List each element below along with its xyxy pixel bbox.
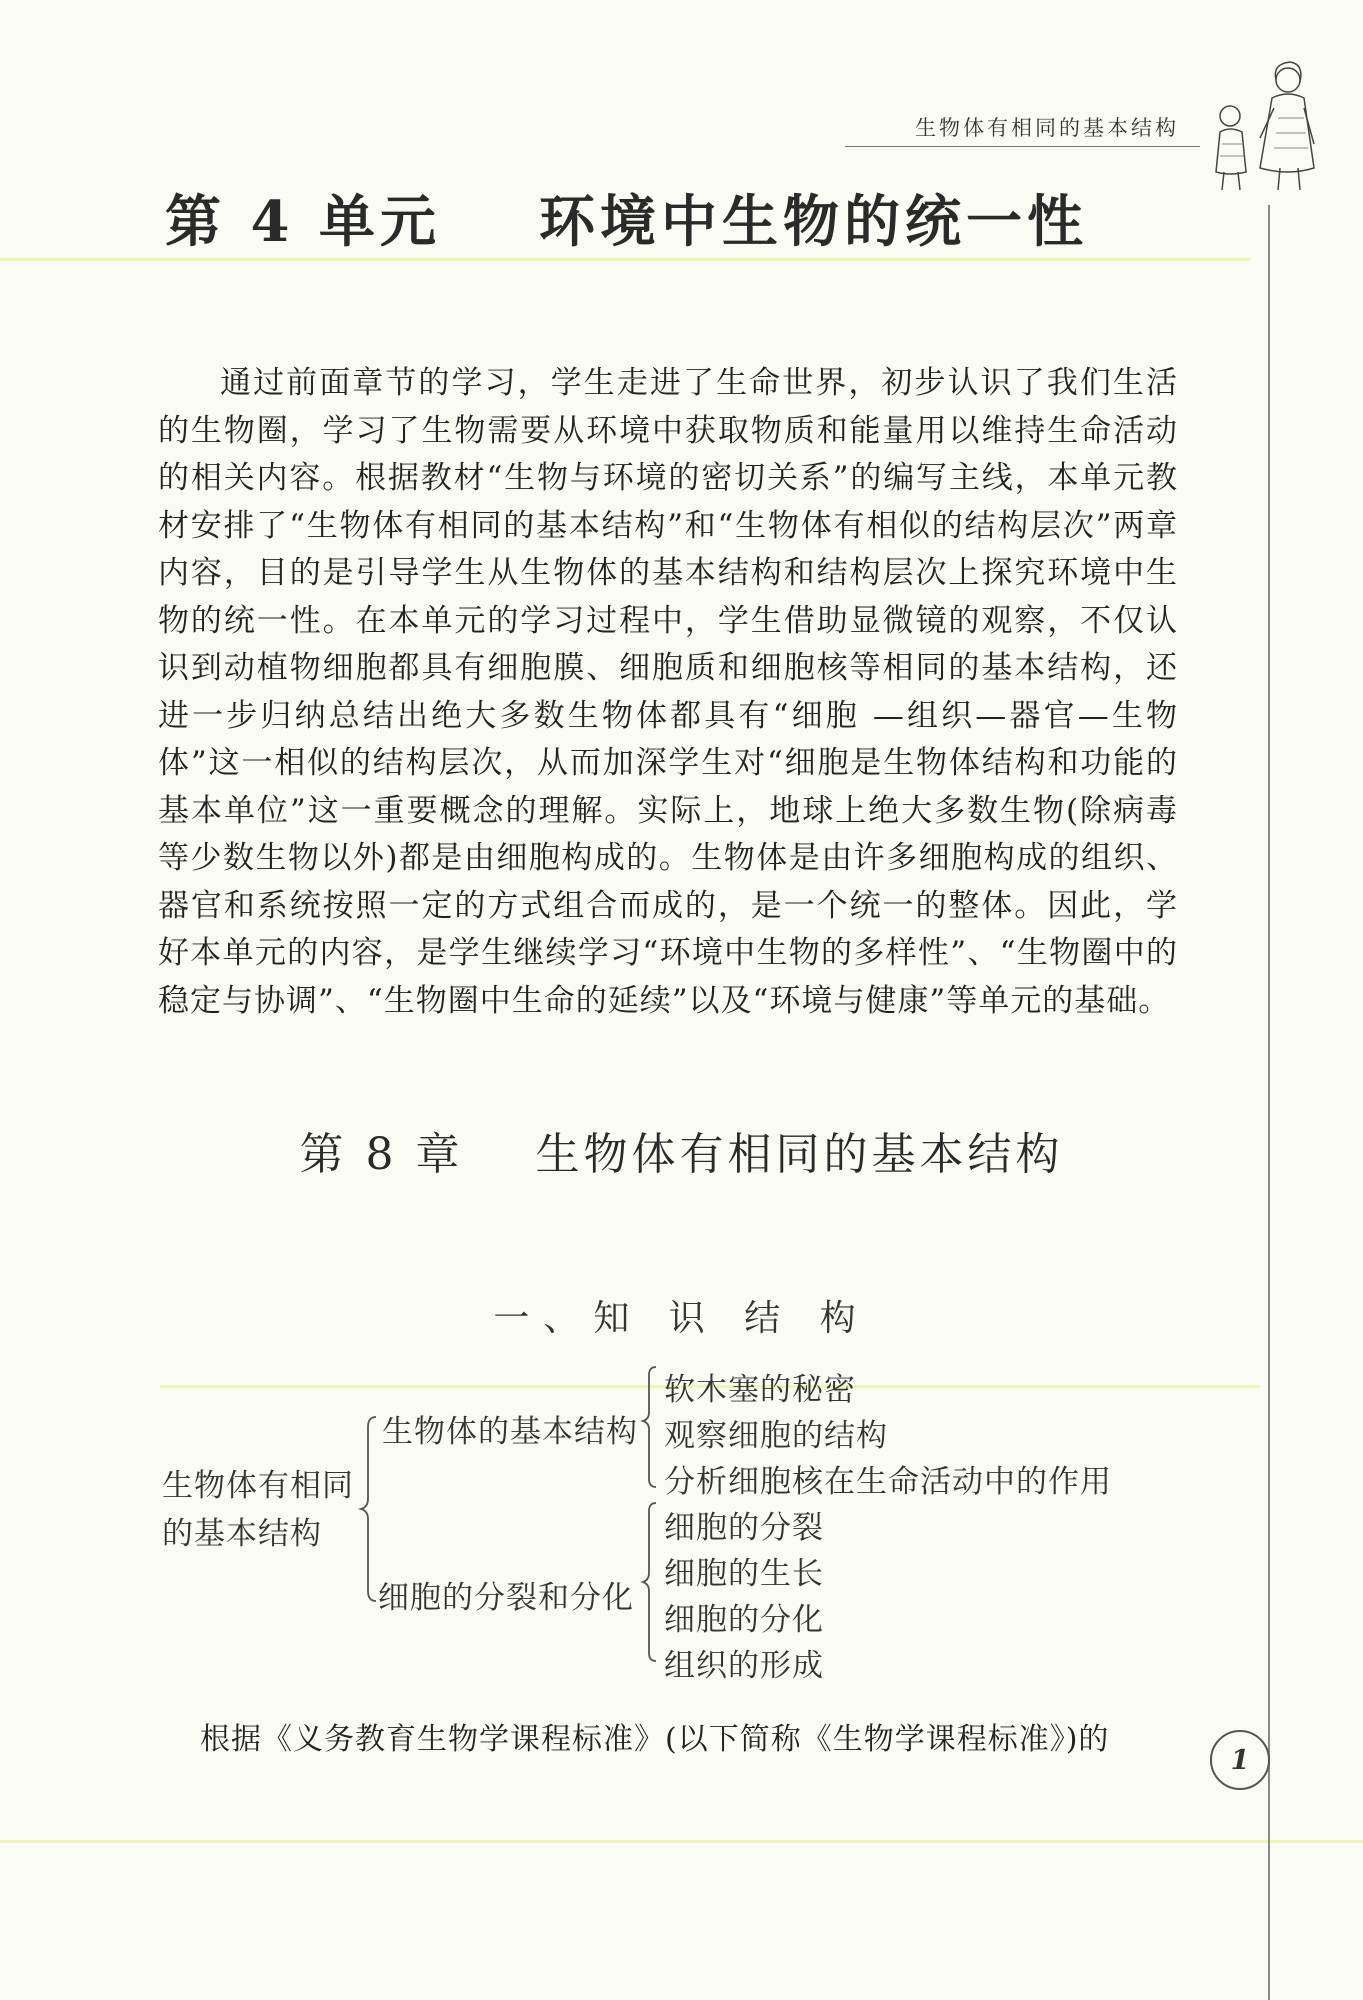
teacher-student-illustration — [1200, 58, 1328, 193]
leaf-observe-cell: 观察细胞的结构 — [664, 1418, 888, 1454]
unit-title: 第 4 单元 环境中生物的统一性 — [165, 189, 1088, 255]
margin-rule — [1268, 205, 1270, 2000]
root-label-line2: 的基本结构 — [162, 1516, 322, 1552]
running-header: 生物体有相同的基本结构 — [915, 116, 1179, 140]
intro-paragraph: 通过前面章节的学习，学生走进了生命世界，初步认识了我们生活的生物圈，学习了生物需要从环境中获取物质和能量用以维持生命活动的相关内容。根据教材“生物与环境的密切关系”的编写主线，本单元教材安排了“生物体有相同的基本结构”和“生物体有相似的结构层次”两章内容，目的是引导学生从生物体的基本结构和结构层次上探究环境中生物的统一性。在本单元的学习过程中，学生借助显微镜的观察，不仅认识到动植物细胞都具有细胞膜、细胞质和细胞核等相同的基本结构，还进一步归纳总结出绝大多数生物体都具有“细胞 —组织—器官—生物体”这一相似的结构层次，从而加深学生对“细胞是生物体结构和功能的基本单位”这一重要概念的理解。实际上，地球上绝大多数生物(除病毒等少数生物以外)都是由细胞构成的。生物体是由许多细胞构成的组织、器官和系统按照一定的方式组合而成的，是一个统一的整体。因此，学好本单元的内容，是学生继续学习“环境中生物的多样性”、“生物圈中的稳定与协调”、“生物圈中生命的延续”以及“环境与健康”等单元的基础。 — [158, 365, 1178, 1019]
footer-paragraph-start: 根据《义务教育生物学课程标准》(以下简称《生物学课程标准》)的 — [200, 1722, 1110, 1757]
branch1-brace — [643, 1367, 656, 1487]
knowledge-root — [162, 1462, 354, 1558]
section-title: 一、知 识 结 构 — [493, 1298, 870, 1339]
root-label-line1: 生物体有相同 — [162, 1468, 354, 1504]
branch-division-differentiation: 细胞的分裂和分化 — [378, 1580, 634, 1616]
branch-basic-structure: 生物体的基本结构 — [382, 1414, 638, 1450]
leaf-cork-secret: 软木塞的秘密 — [664, 1372, 856, 1408]
page-number: 1 — [1210, 1730, 1270, 1790]
leaf-nucleus-role: 分析细胞核在生命活动中的作用 — [664, 1464, 1112, 1500]
header-rule — [845, 146, 1200, 147]
root-brace — [361, 1417, 376, 1601]
leaf-tissue-formation: 组织的形成 — [664, 1648, 824, 1684]
branch2-brace — [643, 1503, 656, 1661]
leaf-cell-growth: 细胞的生长 — [664, 1556, 824, 1592]
leaf-cell-division: 细胞的分裂 — [664, 1510, 824, 1546]
leaf-cell-differentiation: 细胞的分化 — [664, 1602, 824, 1638]
chapter-title: 第 8 章 生物体有相同的基本结构 — [299, 1129, 1064, 1180]
